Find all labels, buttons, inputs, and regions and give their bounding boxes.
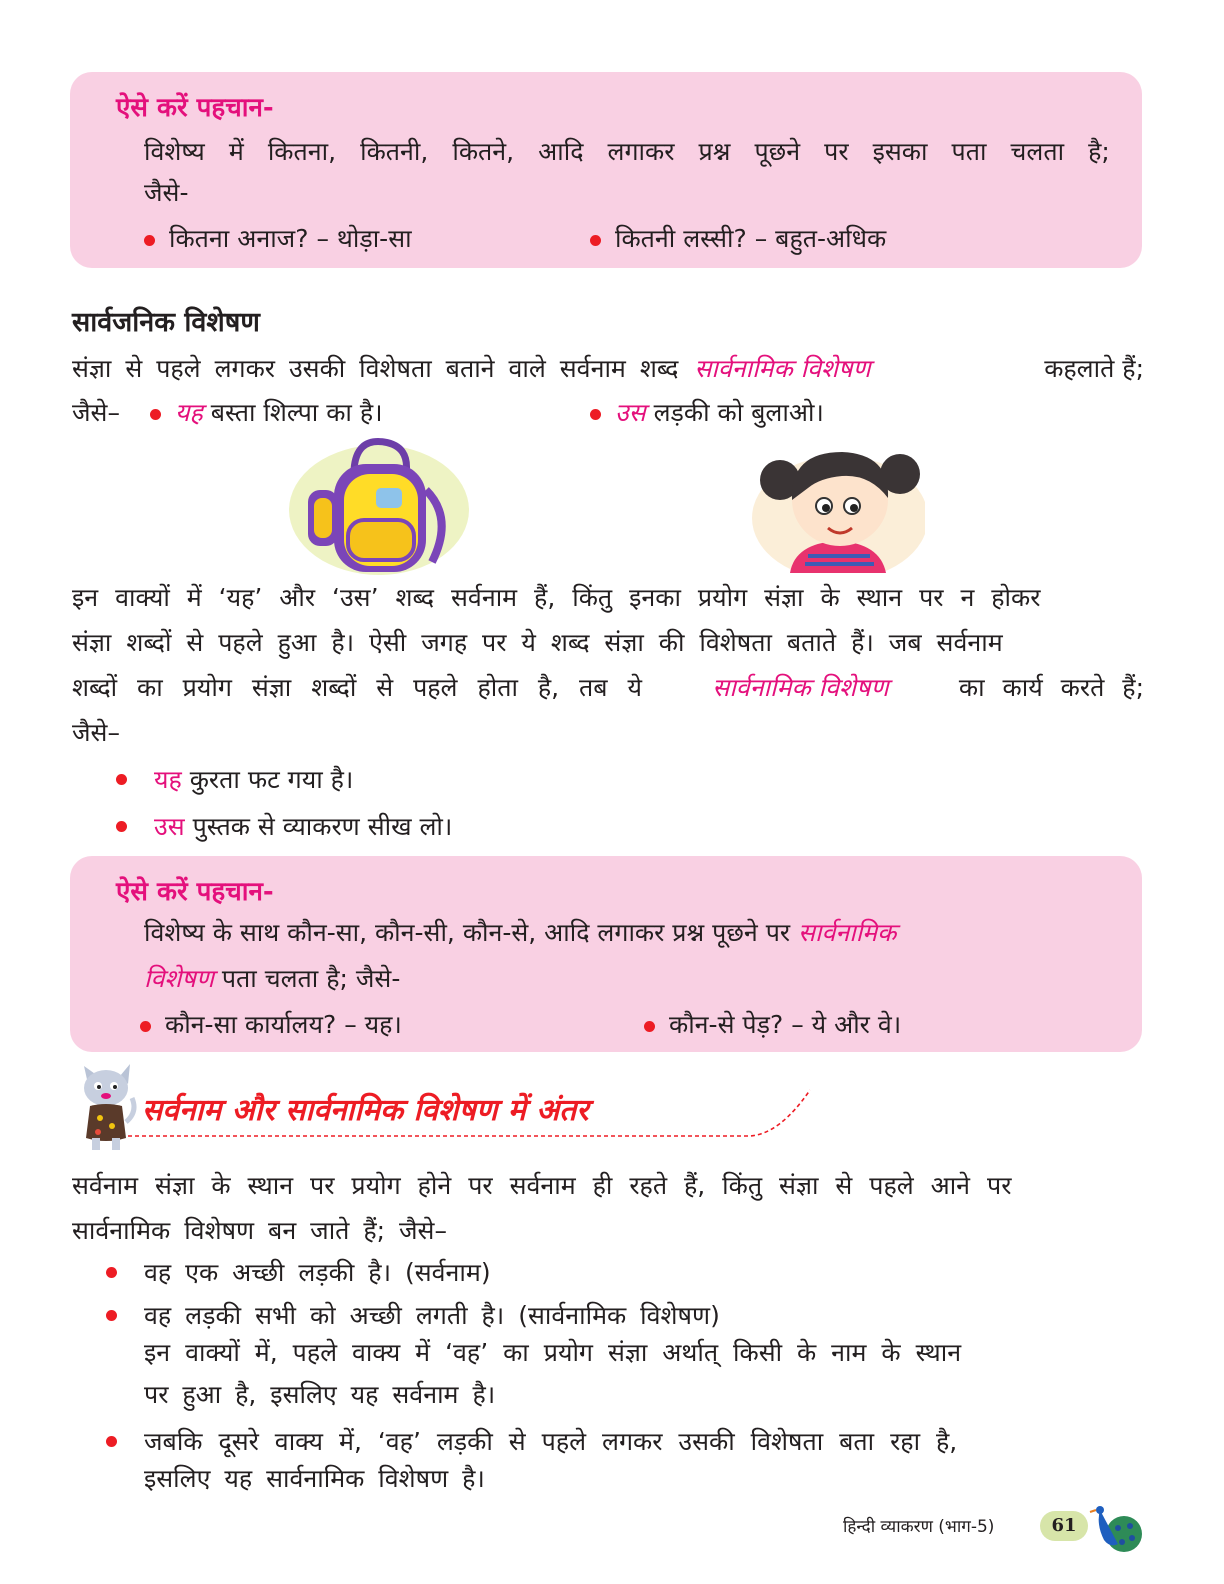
bullet-continuation: इसलिए यह सार्वनामिक विशेषण है।: [144, 1464, 485, 1493]
difference-paragraph: सर्वनाम संज्ञा के स्थान पर प्रयोग होने पर सर्वनाम ही रहते हैं, किंतु संज्ञा से पहले आने पर सार्वनामिक विशेषण बन जाते हैं; जैसे–: [72, 1171, 1012, 1245]
identification-box-1: [70, 72, 1142, 268]
bullet-dot: [590, 409, 601, 420]
bullet-dot: [590, 235, 601, 246]
bullet-item: वह एक अच्छी लड़की है। (सर्वनाम): [144, 1255, 491, 1289]
girl-illustration: [750, 438, 925, 573]
bullet-dot: [106, 1267, 117, 1278]
section-title: सार्वजनिक विशेषण: [72, 307, 260, 338]
box-jaise: जैसे-: [144, 178, 189, 207]
peacock-icon: [1088, 1500, 1144, 1558]
bullet-dot: [106, 1310, 117, 1321]
box-example-1: कौन-सा कार्यालय? – यह।: [140, 1012, 402, 1037]
bullet-dot: [644, 1021, 655, 1032]
box-example-2: कौन-से पेड़? – ये और वे।: [644, 1012, 901, 1037]
box-text: विशेष्य में कितना, कितनी, कितने, आदि लगाकर प्रश्न पूछने पर इसका पता चलता है;: [144, 137, 1110, 166]
highlight-term: सार्वनामिक: [798, 918, 897, 947]
bullet-item: यह कुरता फट गया है।: [154, 762, 353, 796]
bullet-dot: [140, 1021, 151, 1032]
backpack-illustration: [284, 430, 474, 580]
bullet-dot: [116, 821, 127, 832]
bullet-dot: [144, 235, 155, 246]
book-title-footer: हिन्दी व्याकरण (भाग-5): [843, 1517, 995, 1537]
box2-line-2: विशेषण पता चलता है; जैसे-: [144, 964, 401, 993]
highlight-term: विशेषण: [144, 964, 214, 993]
section-example-2: उस लड़की को बुलाओ।: [590, 400, 824, 425]
highlight-term: सार्वनामिक विशेषण: [694, 354, 871, 383]
highlight-term: सार्वनामिक विशेषण: [712, 673, 889, 702]
explanation-paragraph: इन वाक्यों में ‘यह’ और ‘उस’ शब्द सर्वनाम हैं, किंतु इनका प्रयोग संज्ञा के स्थान पर न होकर संज्ञा शब्दों से पहले हुआ है। ऐसी जगह पर ये शब्द संज्ञा की विशेषता बताते हैं। जब सर्वनाम शब्दों का प्रयोग संज्ञा शब्दों से पहले होता है, तब ये सार्वनामिक विशेषण का कार्य करते हैं; जैसे–: [72, 583, 1144, 747]
box-heading: ऐसे करें पहचान-: [116, 93, 274, 123]
bullet-continuation: इन वाक्यों में, पहले वाक्य में ‘वह’ का प्रयोग संज्ञा अर्थात् किसी के नाम के स्थान: [144, 1338, 962, 1367]
bullet-dot: [150, 409, 161, 420]
box2-line-1: विशेष्य के साथ कौन-सा, कौन-सी, कौन-से, आदि लगाकर प्रश्न पूछने पर सार्वनामिक: [144, 918, 897, 947]
banner-dashed-line: [120, 1086, 820, 1142]
box-example-2: कितनी लस्सी? – बहुत-अधिक: [590, 226, 886, 251]
banner-title: सर्वनाम और सार्वनामिक विशेषण में अंतर: [142, 1093, 589, 1128]
bullet-item: वह लड़की सभी को अच्छी लगती है। (सार्वनामिक विशेषण): [144, 1298, 720, 1332]
bullet-dot: [106, 1436, 117, 1447]
section-example-1: यह बस्ता शिल्पा का है।: [150, 400, 383, 425]
identification-box-2: [70, 856, 1142, 1052]
bullet-continuation: पर हुआ है, इसलिए यह सर्वनाम है।: [144, 1380, 496, 1409]
bullet-dot: [116, 774, 127, 785]
box-example-1: कितना अनाज? – थोड़ा-सा: [144, 226, 412, 251]
bullet-item: उस पुस्तक से व्याकरण सीख लो।: [154, 809, 452, 843]
page-number: 61: [1040, 1511, 1088, 1541]
box-heading: ऐसे करें पहचान-: [116, 877, 274, 907]
section-jaise: जैसे–: [72, 398, 120, 427]
definition-paragraph: संज्ञा से पहले लगकर उसकी विशेषता बताने वाले सर्वनाम शब्द सार्वनामिक विशेषण कहलाते हैं;: [72, 346, 1144, 391]
bullet-item: जबकि दूसरे वाक्य में, ‘वह’ लड़की से पहले लगकर उसकी विशेषता बता रहा है,: [144, 1424, 957, 1458]
